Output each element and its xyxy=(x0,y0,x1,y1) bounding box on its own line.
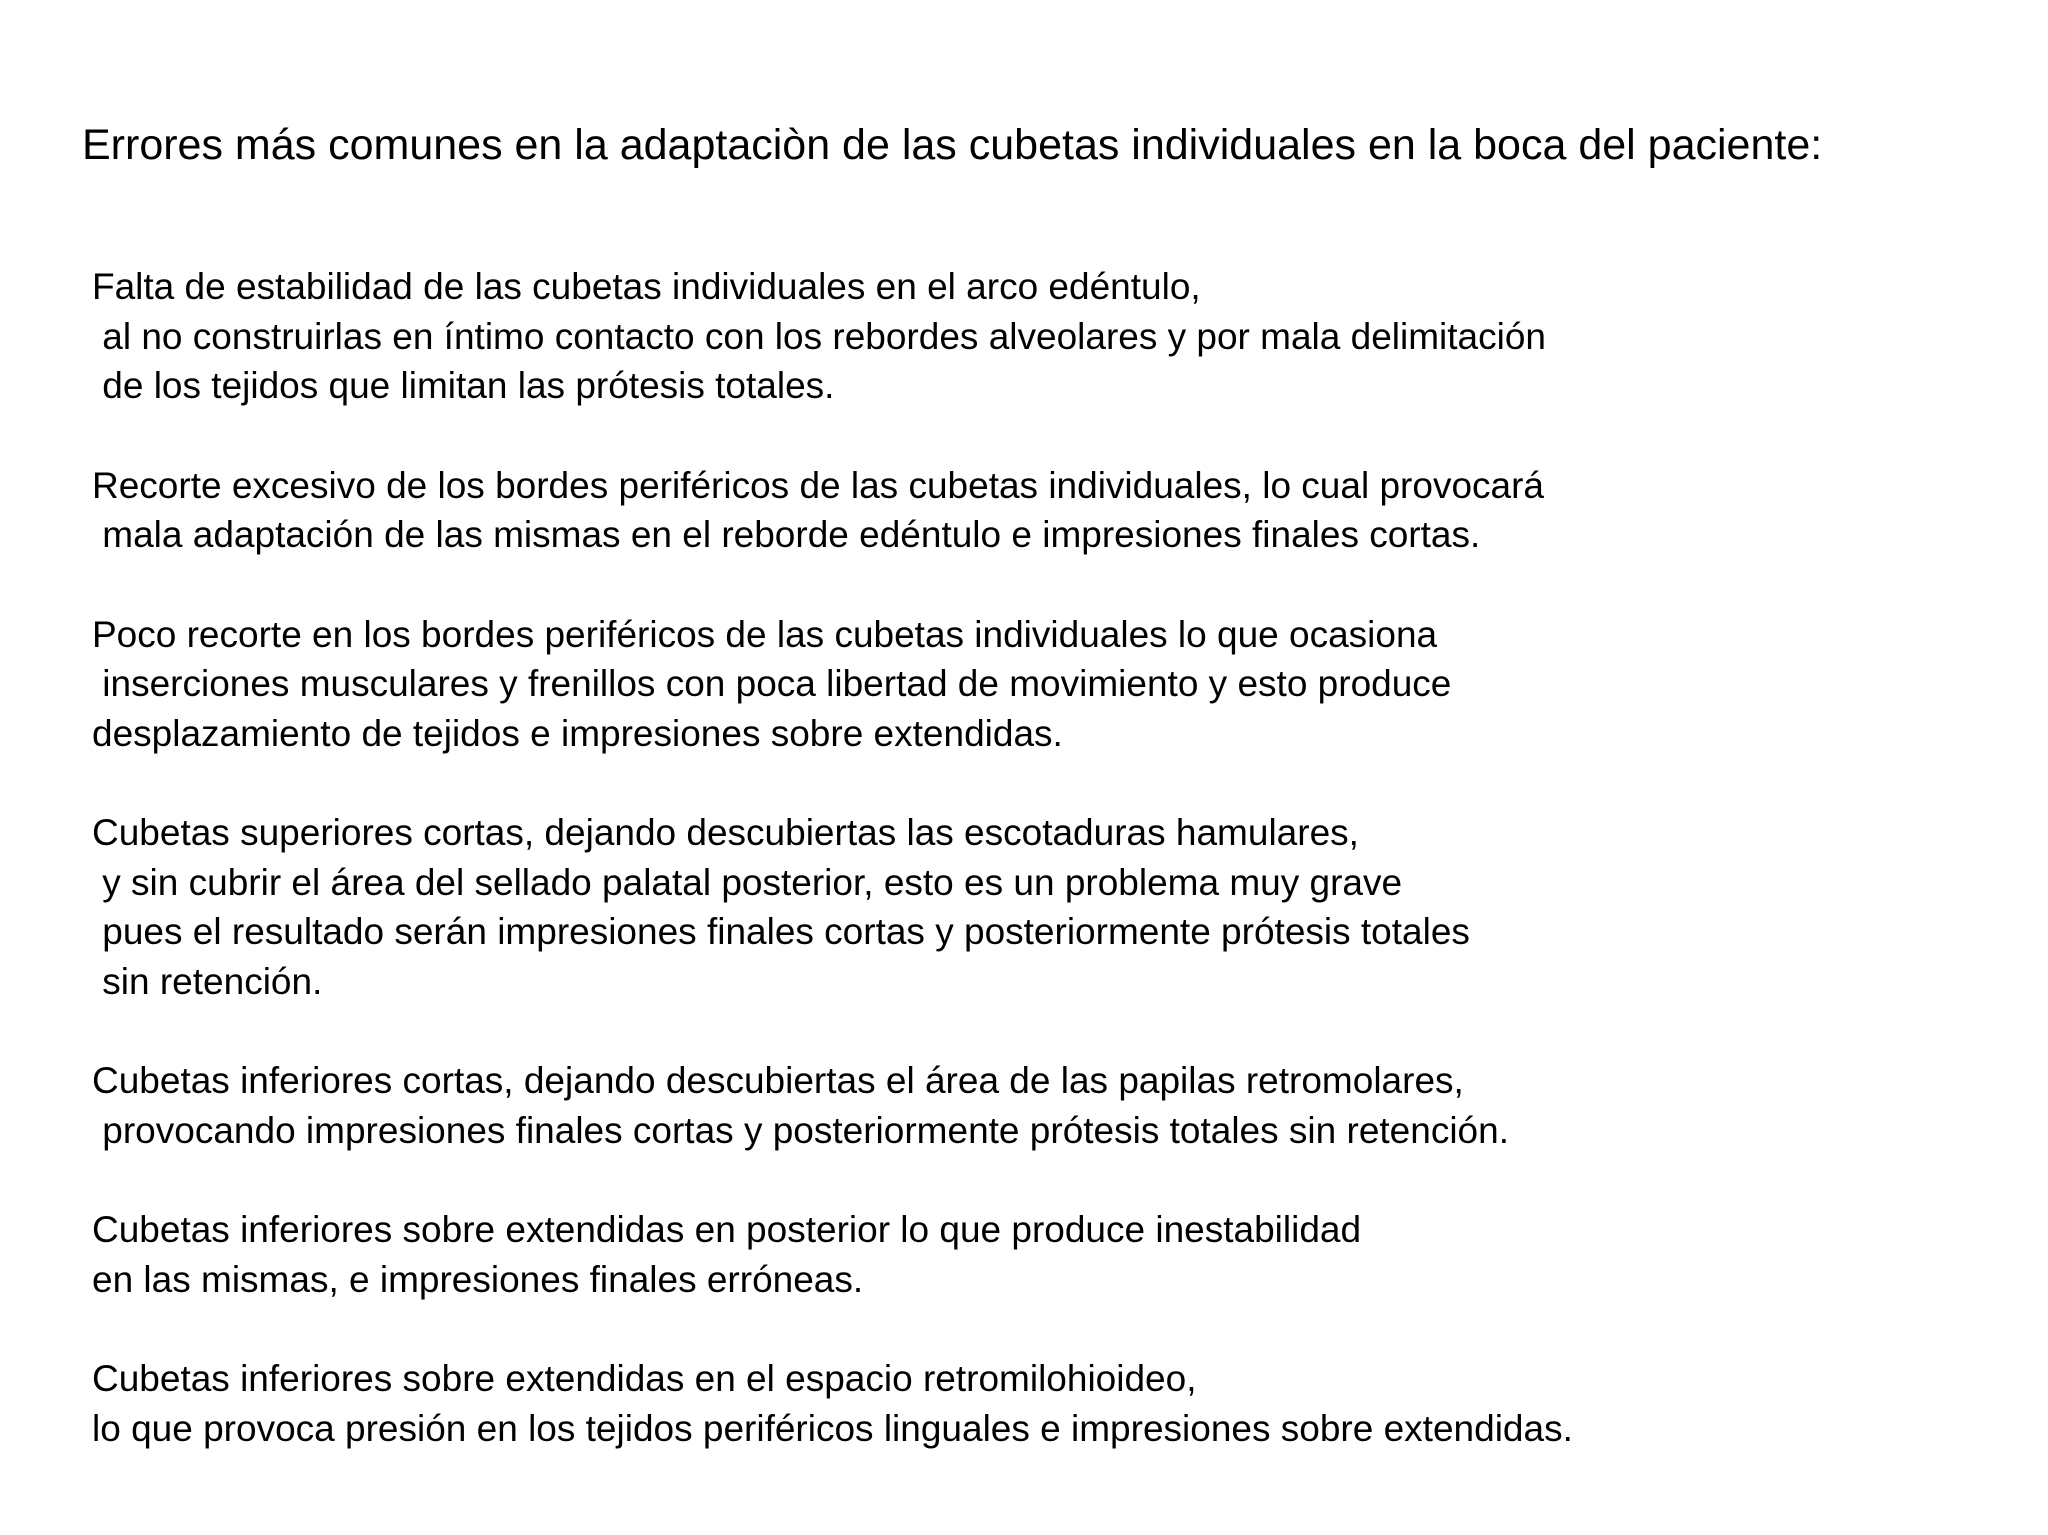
slide-title: Errores más comunes en la adaptaciòn de las cubetas individuales en la boca del paciente: xyxy=(82,121,1823,169)
text-line: Falta de estabilidad de las cubetas individuales en el arco edéntulo, xyxy=(92,266,1201,307)
text-line: Cubetas superiores cortas, dejando descubiertas las escotaduras hamulares, xyxy=(92,812,1359,853)
paragraph-stability xyxy=(92,262,1992,411)
paragraph-lower-short xyxy=(92,1056,1992,1155)
text-line: pues el resultado serán impresiones finales cortas y posteriormente prótesis totales xyxy=(92,911,1470,952)
paragraph-little-trim xyxy=(92,610,1992,759)
text-line: Poco recorte en los bordes periféricos de las cubetas individuales lo que ocasiona xyxy=(92,613,1438,655)
text-line: de los tejidos que limitan las prótesis totales. xyxy=(92,365,835,406)
text-line: en las mismas, e impresiones finales erróneas. xyxy=(92,1258,864,1300)
text-line: Cubetas inferiores cortas, dejando descubiertas el área de las papilas retromolares, xyxy=(92,1060,1464,1101)
text-line: y sin cubrir el área del sellado palatal posterior, esto es un problema muy grave xyxy=(92,861,1403,903)
text-line: Recorte excesivo de los bordes periféricos de las cubetas individuales, lo cual provocará xyxy=(92,464,1544,506)
text-line: lo que provoca presión en los tejidos periféricos linguales e impresiones sobre extendidas. xyxy=(92,1407,1573,1449)
paragraph-upper-short xyxy=(92,808,1992,1006)
slide-body xyxy=(92,262,1992,1503)
paragraph-lower-overextended-posterior xyxy=(92,1205,1992,1304)
paragraph-lower-overextended-retromylohyoid xyxy=(92,1354,1992,1453)
text-line: mala adaptación de las mismas en el reborde edéntulo e impresiones finales cortas. xyxy=(92,514,1481,555)
text-line: inserciones musculares y frenillos con poca libertad de movimiento y esto produce xyxy=(92,663,1452,704)
text-line: sin retención. xyxy=(92,960,323,1002)
text-line: provocando impresiones finales cortas y posteriormente prótesis totales sin retención. xyxy=(92,1109,1509,1151)
text-line: Cubetas inferiores sobre extendidas en posterior lo que produce inestabilidad xyxy=(92,1209,1362,1250)
text-line: desplazamiento de tejidos e impresiones sobre extendidas. xyxy=(92,712,1063,754)
text-line: Cubetas inferiores sobre extendidas en el espacio retromilohioideo, xyxy=(92,1358,1197,1399)
text-line: al no construirlas en íntimo contacto con los rebordes alveolares y por mala delimitación xyxy=(92,315,1547,357)
paragraph-excessive-trim xyxy=(92,461,1992,560)
